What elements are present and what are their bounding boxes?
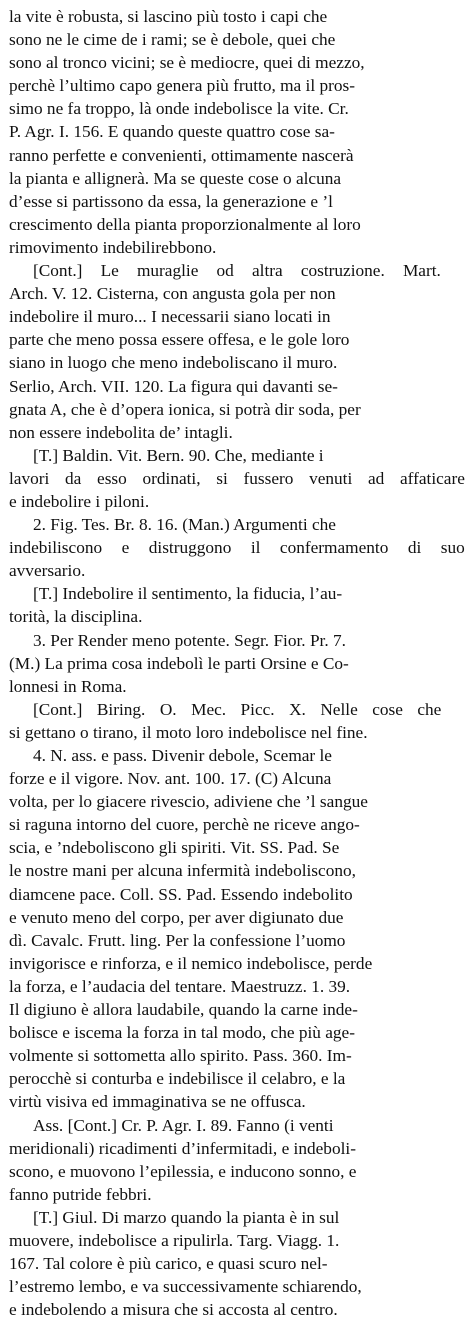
text-line: [T.] Baldin. Vit. Bern. 90. Che, mediante i bbox=[33, 445, 324, 465]
text-line: lonnesi in Roma. bbox=[9, 676, 127, 696]
text-line: sono ne le cime de i rami; se è debole, quei che bbox=[9, 30, 336, 50]
text-line: meridionali) ricadimenti d’infermitadi, e indeboli- bbox=[9, 1138, 356, 1158]
text-line: lavori da esso ordinati, si fussero venuti ad affaticare bbox=[9, 468, 465, 488]
text-line: non essere indebolita de’ intagli. bbox=[9, 422, 233, 442]
text-line: volmente si sottometta allo spirito. Pass. 360. Im- bbox=[9, 1046, 352, 1066]
text-line: rimovimento indebilirebbono. bbox=[9, 237, 217, 257]
entry-text bbox=[9, 5, 465, 1321]
text-line: Il digiuno è allora laudabile, quando la carne inde- bbox=[9, 1000, 358, 1020]
text-line: Ass. [Cont.] Cr. P. Agr. I. 89. Fanno (i venti bbox=[33, 1115, 334, 1135]
text-line: la pianta e allignerà. Ma se queste cose o alcuna bbox=[9, 168, 342, 188]
text-line: e indebolire i piloni. bbox=[9, 491, 150, 511]
text-line: siano in luogo che meno indeboliscano il muro. bbox=[9, 353, 338, 373]
text-line: torità, la disciplina. bbox=[9, 607, 143, 627]
text-line: 4. N. ass. e pass. Divenir debole, Scemar le bbox=[33, 746, 332, 765]
text-line: simo ne fa troppo, là onde indebolisce la vite. Cr. bbox=[9, 99, 349, 119]
text-line: [Cont.] Biring. O. Mec. Picc. X. Nelle cose che bbox=[33, 699, 442, 719]
text-line: dì. Cavalc. Frutt. ling. Per la confessione l’uomo bbox=[9, 930, 346, 950]
text-line: crescimento della pianta proporzionalmente al loro bbox=[9, 214, 361, 234]
text-line: avversario. bbox=[9, 561, 86, 581]
text-line: scono, e muovono l’epilessia, e inducono sonno, e bbox=[9, 1161, 357, 1181]
text-line: scia, e ’ndeboliscono gli spiriti. Vit. SS. Pad. Se bbox=[9, 838, 340, 858]
text-line: la vite è robusta, si lascino più tosto i capi che bbox=[9, 7, 328, 26]
text-line: parte che meno possa essere offesa, e le gole loro bbox=[9, 330, 350, 350]
text-line: perchè l’ultimo capo genera più frutto, ma il pros- bbox=[9, 76, 355, 96]
text-line: 167. Tal colore è più carico, e quasi scuro nel- bbox=[9, 1254, 328, 1274]
text-line: invigorisce e rinforza, e il nemico indebolisce, perde bbox=[9, 953, 373, 973]
text-line: [T.] Giul. Di marzo quando la pianta è in sul bbox=[33, 1207, 340, 1227]
text-line: la forza, e l’audacia del tentare. Maestruzz. 1. 39. bbox=[9, 976, 351, 996]
text-line: e venuto meno del corpo, per aver digiunato due bbox=[9, 907, 344, 927]
text-line: le nostre mani per alcuna infermità indeboliscono, bbox=[9, 861, 356, 881]
text-line: volta, per lo giacere rivescio, adiviene che ’l sangue bbox=[9, 792, 368, 812]
text-line: si raguna intorno del cuore, perchè ne riceve ango- bbox=[9, 815, 360, 835]
text-line: (M.) La prima cosa indebolì le parti Orsine e Co- bbox=[9, 653, 349, 673]
text-line: indebiliscono e distruggono il confermamento di suo bbox=[9, 538, 465, 558]
text-line: forze e il vigore. Nov. ant. 100. 17. (C) Alcuna bbox=[9, 769, 332, 789]
text-line: ranno perfette e convenienti, ottimamente nascerà bbox=[9, 145, 354, 165]
text-line: [T.] Indebolire il sentimento, la fiducia, l’au- bbox=[33, 584, 343, 604]
text-line: e indebolendo a misura che si accosta al centro. bbox=[9, 1300, 338, 1320]
text-line: Arch. V. 12. Cisterna, con angusta gola per non bbox=[9, 284, 336, 304]
text-line: virtù visiva ed immaginativa se ne offusca. bbox=[9, 1092, 306, 1112]
text-line: d’esse si partissono da essa, la generazione e ’l bbox=[9, 191, 333, 211]
text-line: fanno putride febbri. bbox=[9, 1184, 152, 1204]
text-line: 2. Fig. Tes. Br. 8. 16. (Man.) Argumenti che bbox=[33, 515, 336, 535]
text-line: sono al tronco vicini; se è mediocre, quei di mezzo, bbox=[9, 53, 365, 73]
text-line: l’estremo lembo, e va successivamente schiarendo, bbox=[9, 1277, 362, 1297]
text-line: 3. Per Render meno potente. Segr. Fior. Pr. 7. bbox=[33, 630, 346, 650]
text-line: P. Agr. I. 156. E quando queste quattro cose sa- bbox=[9, 122, 335, 142]
text-line: si gettano o tirano, il moto loro indebolisce nel fine. bbox=[9, 722, 368, 742]
text-line: bolisce e iscema la forza in tal modo, che più age- bbox=[9, 1023, 355, 1043]
text-line: Serlio, Arch. VII. 120. La figura qui davanti se- bbox=[9, 376, 338, 396]
text-line: [Cont.] Le muraglie od altra costruzione. Mart. bbox=[33, 261, 441, 281]
text-line: perocchè si conturba e indebilisce il celabro, e la bbox=[9, 1069, 346, 1089]
text-line: muovere, indebolisce a ripulirla. Targ. Viagg. 1. bbox=[9, 1230, 340, 1250]
text-line: gnata A, che è d’opera ionica, si potrà dir soda, per bbox=[9, 399, 361, 419]
text-line: diamcene pace. Coll. SS. Pad. Essendo indebolito bbox=[9, 884, 353, 904]
text-line: indebolire il muro... I necessarii siano locati in bbox=[9, 307, 331, 327]
